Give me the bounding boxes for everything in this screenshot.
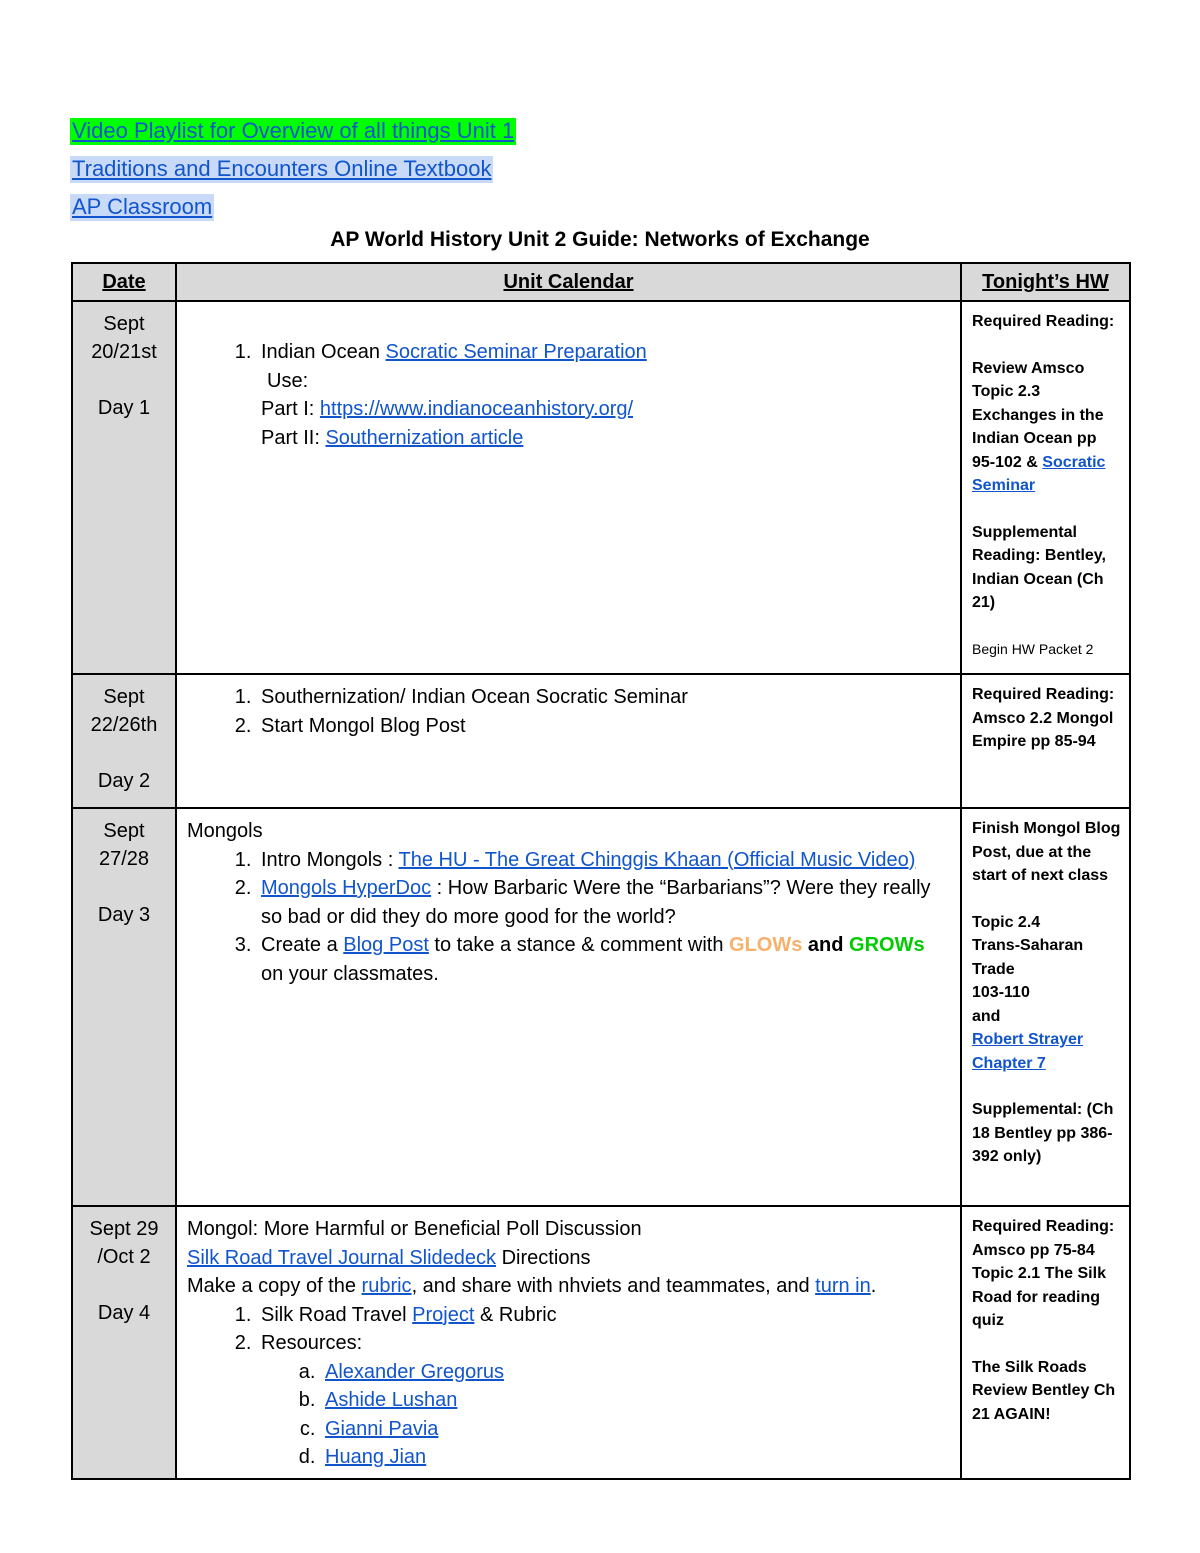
list-item: 1. Silk Road Travel Project & Rubric: [257, 1301, 952, 1330]
southernization-article-link[interactable]: Southernization article: [325, 426, 524, 449]
ap-classroom-link[interactable]: AP Classroom: [72, 194, 213, 219]
homework-cell: Required Reading: Review Amsco Topic 2.3 Exchanges in the Indian Ocean pp 95-102 & Socratic Seminar Supplemental Reading: Bentley, Indian Ocean (Ch 21) Begin HW Packet 2: [961, 301, 1130, 674]
silk-road-slidedeck-link[interactable]: Silk Road Travel Journal Slidedeck: [187, 1246, 497, 1269]
resource-huang-jian-link[interactable]: Huang Jian: [325, 1446, 427, 1468]
list-item: [321, 1386, 952, 1415]
resource-ashide-lushan-link[interactable]: Ashide Lushan: [325, 1389, 458, 1411]
blog-post-link[interactable]: Blog Post: [343, 934, 429, 956]
unit-guide-table: [71, 262, 1131, 1480]
calendar-cell: Mongol: More Harmful or Beneficial Poll Discussion Silk Road Travel Journal Slidedeck Directions Make a copy of the rubric, and share with nhviets and teammates, and turn in. 1. Silk Road Travel Project & Rubric 2. Resources: a. Alexander Gregorus b. Ashide Lushan c. Gianni Pavia d. Huang Jian: [176, 1206, 961, 1479]
top-links: [70, 112, 516, 226]
socratic-seminar-preparation-link[interactable]: Socratic Seminar Preparation: [385, 341, 647, 363]
list-item: 1. Southernization/ Indian Ocean Socratic Seminar: [257, 683, 952, 712]
online-textbook-link[interactable]: Traditions and Encounters Online Textbook: [72, 156, 492, 181]
table-row: [72, 808, 1130, 1206]
table-row: [72, 674, 1130, 808]
calendar-cell: [176, 808, 961, 1206]
rubric-link[interactable]: rubric: [361, 1275, 412, 1297]
date-cell: [72, 1206, 176, 1479]
day-label: Day 4: [97, 1302, 151, 1324]
resources-list: [261, 1358, 952, 1472]
date-cell: [72, 674, 176, 808]
table-row: [72, 1206, 1130, 1479]
calendar-list: [187, 338, 952, 452]
header-date: Date: [72, 263, 176, 301]
socratic-seminar-link[interactable]: Socratic Seminar: [972, 453, 1106, 494]
list-item: 1. Indian Ocean Socratic Seminar Preparation Use: Part I: https://www.indianoceanhistory.org/ Part II: Southernization article: [257, 338, 952, 452]
day-label: Day 3: [97, 904, 151, 926]
date-days: 27/28: [98, 848, 150, 870]
date-cell: [72, 301, 176, 674]
date-month: Sept: [103, 686, 145, 708]
turn-in-link[interactable]: turn in: [815, 1275, 871, 1297]
great-chinggis-khaan-video-link[interactable]: The HU - The Great Chinggis Khaan (Official Music Video): [398, 848, 916, 871]
list-item: 3. Create a Blog Post to take a stance & comment with GLOWs and GROWs on your classmates.: [257, 931, 952, 988]
date-month: Sept: [103, 820, 145, 842]
calendar-cell: [176, 674, 961, 808]
list-item: 2. Resources: a. Alexander Gregorus b. Ashide Lushan c. Gianni Pavia d. Huang Jian: [257, 1329, 952, 1472]
video-playlist-link[interactable]: Video Playlist for Overview of all things Unit 1: [72, 118, 515, 143]
header-tonights-hw: Tonight’s HW: [961, 263, 1130, 301]
date-days: 22/26th: [90, 714, 158, 736]
date-days: 20/21st: [91, 341, 157, 363]
homework-cell: Required Reading: Amsco 2.2 Mongol Empire pp 85-94: [961, 674, 1130, 808]
date-month: Sept 29: [89, 1218, 159, 1240]
homework-cell: Required Reading: Amsco pp 75-84 Topic 2.1 The Silk Road for reading quiz The Silk Roads Review Bentley Ch 21 AGAIN!: [961, 1206, 1130, 1479]
homework-cell: Finish Mongol Blog Post, due at the start of next class Topic 2.4 Trans-Saharan Trade 103-110 and Robert Strayer Chapter 7 Supplemental: (Ch 18 Bentley pp 386-392 only): [961, 808, 1130, 1206]
glows-label: GLOWs: [729, 934, 803, 956]
list-item: 2. Mongols HyperDoc : How Barbaric Were the “Barbarians”? Were they really so bad or did they do more good for the world?: [257, 874, 952, 931]
resource-gianni-pavia-link[interactable]: Gianni Pavia: [325, 1417, 439, 1440]
calendar-list: [187, 846, 952, 989]
list-item: 1. Intro Mongols : The HU - The Great Chinggis Khaan (Official Music Video): [257, 846, 952, 875]
day-label: Day 1: [97, 397, 151, 419]
list-item: [321, 1358, 952, 1387]
calendar-cell: [176, 301, 961, 674]
project-link[interactable]: Project: [412, 1303, 475, 1326]
section-heading: Mongols: [187, 820, 263, 842]
page-title: AP World History Unit 2 Guide: Networks of Exchange: [330, 228, 870, 251]
list-item: [321, 1415, 952, 1444]
day-label: Day 2: [97, 770, 151, 792]
indian-ocean-history-link[interactable]: https://www.indianoceanhistory.org/: [319, 398, 634, 420]
resource-alexander-gregorus-link[interactable]: Alexander Gregorus: [325, 1360, 504, 1383]
robert-strayer-chapter-link[interactable]: Robert Strayer Chapter 7: [972, 1031, 1084, 1072]
mongols-hyperdoc-link[interactable]: Mongols HyperDoc: [261, 877, 432, 899]
calendar-list: [187, 1301, 952, 1472]
table-row: [72, 301, 1130, 674]
header-unit-calendar: Unit Calendar: [176, 263, 961, 301]
date-days: /Oct 2: [97, 1246, 151, 1268]
list-item: [321, 1443, 952, 1472]
date-month: Sept: [103, 313, 145, 335]
calendar-list: [187, 683, 952, 740]
list-item: 2. Start Mongol Blog Post: [257, 712, 952, 741]
table-header-row: [72, 263, 1130, 301]
date-cell: [72, 808, 176, 1206]
grows-label: GROWs: [849, 934, 925, 956]
use-label: Use:: [267, 369, 309, 392]
